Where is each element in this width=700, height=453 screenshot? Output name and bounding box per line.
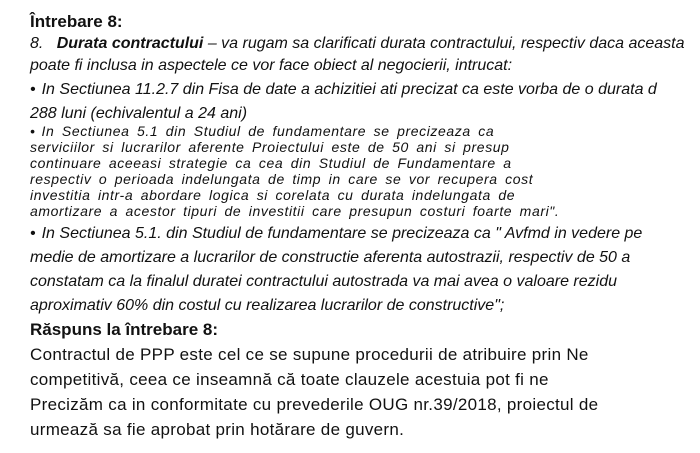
bullet-2-line-5: investitia intr-a abordare logica si corelata cu durata indelungata de — [30, 187, 516, 203]
bullet-3-line-4: aproximativ 60% din costul cu realizarea lucrarilor de constructive"; — [30, 297, 505, 314]
answer-line-1: Contractul de PPP este cel ce se supune procedurii de atribuire prin Ne — [30, 345, 589, 364]
bullet-2-line-6: amortizare a acestor tipuri de investitii care presupun costuri foarte mari". — [30, 203, 560, 219]
question-heading: Întrebare 8: — [30, 12, 123, 31]
bullet-icon: • — [30, 123, 36, 139]
answer-line-3: Precizăm ca in conformitate cu prevederile OUG nr.39/2018, proiectul de — [30, 395, 599, 414]
bullet-icon: • — [30, 225, 36, 242]
question-number: 8. — [30, 35, 44, 52]
bullet-2-line-1: • In Sectiunea 5.1 din Studiul de fundamentare se precizeaza ca — [30, 123, 495, 139]
bullet-3-line-1: • In Sectiunea 5.1. din Studiul de fundamentare se precizeaza ca " Avfmd in vedere pe — [30, 225, 643, 242]
answer-line-2: competitivă, ceea ce inseamnă că toate clauzele acestuia pot fi ne — [30, 370, 549, 389]
question-intro — [30, 34, 685, 54]
bullet-1-line-1: • In Sectiunea 11.2.7 din Fisa de date a achizitiei ati precizat ca este vorba de o durata d — [30, 81, 657, 98]
bullet-1-line-2: 288 luni (echivalentul a 24 ani) — [30, 105, 248, 122]
answer-line-4: urmează sa fie aprobat prin hotărare de guvern. — [30, 420, 405, 439]
bullet-3-line-2: medie de amortizare a lucrarilor de constructie aferenta autostrazii, respectiv de 50 a — [30, 249, 631, 266]
bullet-icon: • — [30, 81, 36, 98]
question-topic: Durata contractului — [56, 35, 204, 52]
bullet-2-line-2: serviciilor si lucrarilor aferente Proiectului este de 50 ani si presup — [30, 139, 510, 155]
bullet-3-line-3: constatam ca la finalul duratei contractului autostrada va mai avea o valoare rezidu — [30, 273, 617, 290]
bullet-2-line-4: respectiv o perioada indelungata de timp in care se vor recupera cost — [30, 171, 534, 187]
question-line-2: poate fi inclusa in aspectele ce vor face obiect al negocierii, intrucat: — [30, 57, 513, 74]
answer-heading: Răspuns la întrebare 8: — [30, 320, 219, 339]
question-intro-rest: – va rugam sa clarificati durata contractului, respectiv daca aceasta — [203, 35, 685, 52]
bullet-2-line-3: continuare aceeasi strategie ca cea din Studiul de Fundamentare a — [30, 155, 512, 171]
